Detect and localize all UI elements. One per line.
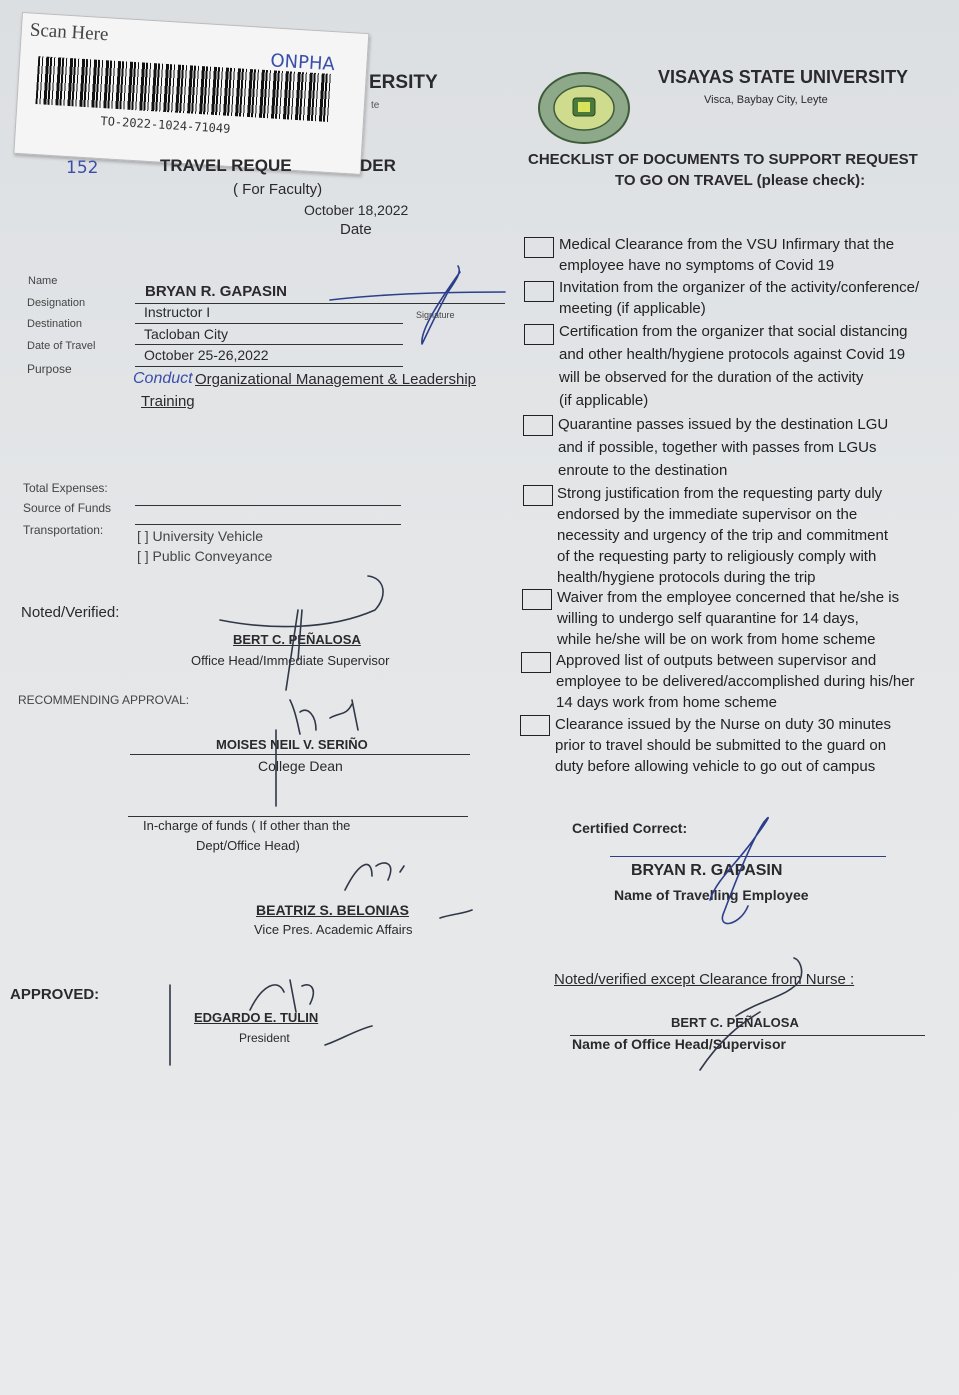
- handwritten-note: ONPHA: [269, 50, 336, 76]
- checklist-item-quarantine-passes: Quarantine passes issued by the destination LGU and if possible, together with passes from LGUs enroute to the destination: [558, 416, 889, 479]
- designation-value: Instructor I: [144, 304, 211, 320]
- checklist-item-invitation: Invitation from the organizer of the activity/conference/ meeting (if applicable): [559, 279, 920, 317]
- designation-label: Designation: [27, 297, 86, 309]
- signature-label: Signature: [416, 310, 455, 320]
- noted-verified-label: Noted/Verified:: [21, 604, 120, 621]
- university-partial: ERSITY: [369, 72, 438, 93]
- destination-label: Destination: [27, 318, 83, 330]
- checkbox-strong-justification[interactable]: [523, 485, 553, 506]
- total-expenses-underline: [135, 505, 401, 506]
- total-expenses-label: Total Expenses:: [23, 481, 108, 495]
- checklist-item-medical-clearance: Medical Clearance from the VSU Infirmary that the employee have no symptoms of Covid 19: [559, 236, 895, 274]
- request-date: October 18,2022: [304, 202, 409, 218]
- checklist-item-waiver: Waiver from the employee concerned that he/she is willing to undergo self quarantine for 14 days, while he/she will be on work from home scheme: [557, 589, 900, 648]
- barcode-sticker: [13, 12, 369, 175]
- university-address: Visca, Baybay City, Leyte: [704, 94, 828, 106]
- form-title-left: TRAVEL REQUE: [160, 156, 292, 175]
- transportation-label: Transportation:: [23, 523, 104, 537]
- address-partial: te: [371, 100, 380, 111]
- university-seal-icon: [536, 70, 632, 146]
- date-travel-underline: [135, 366, 403, 367]
- checkbox-approved-outputs[interactable]: [521, 652, 551, 673]
- destination-underline: [135, 344, 403, 345]
- funds-title-1: In-charge of funds ( If other than the: [143, 818, 351, 833]
- noted-name: BERT C. PEÑALOSA: [233, 632, 361, 647]
- checkbox-waiver[interactable]: [522, 589, 552, 610]
- purpose-value-1: Organizational Management & Leadership: [195, 371, 477, 388]
- recommending-approval-label: RECOMMENDING APPROVAL:: [18, 693, 190, 707]
- name-value: BRYAN R. GAPASIN: [145, 283, 287, 300]
- checkbox-invitation[interactable]: [524, 281, 554, 302]
- certified-correct-label: Certified Correct:: [572, 820, 688, 836]
- supervisor-name: BERT C. PEÑALOSA: [671, 1015, 799, 1030]
- checklist-title-1: CHECKLIST OF DOCUMENTS TO SUPPORT REQUEST: [528, 151, 918, 168]
- designation-underline: [135, 323, 403, 324]
- noted-except-label: Noted/verified except Clearance from Nurse :: [554, 971, 855, 988]
- checklist-item-approved-outputs: Approved list of outputs between supervisor and employee to be delivered/accomplished during his/her 14 days work from home scheme: [556, 652, 915, 711]
- approved-label: APPROVED:: [10, 986, 100, 1003]
- date-travel-label: Date of Travel: [27, 340, 96, 352]
- scan-here-label: Scan Here: [29, 19, 110, 46]
- checkbox-certification[interactable]: [524, 324, 554, 345]
- funds-title-2: Dept/Office Head): [196, 838, 300, 853]
- certified-signature-line: [610, 856, 886, 857]
- date-label: Date: [340, 221, 372, 238]
- checkbox-nurse-clearance[interactable]: [520, 715, 550, 736]
- checklist-item-certification: Certification from the organizer that social distancing and other health/hygiene protocols against Covid 19 will be observed for the duration of the activity (if applicable): [559, 323, 908, 409]
- form-title-right: DER: [360, 156, 396, 175]
- checklist-item-strong-justification: Strong justification from the requesting party duly endorsed by the immediate supervisor on the necessity and urgency of the trip and commitment of the requesting party to religiously comply with health/hygiene protocols during the trip: [557, 485, 888, 586]
- handwritten-number: 152: [66, 158, 99, 178]
- destination-value: Tacloban City: [144, 326, 229, 342]
- vp-title: Vice Pres. Academic Affairs: [254, 922, 413, 937]
- certified-title: Name of Travelling Employee: [614, 887, 809, 903]
- form-subtitle: ( For Faculty): [233, 181, 323, 198]
- transport-university-vehicle: [ ] University Vehicle: [137, 528, 264, 544]
- dean-underline: [130, 754, 470, 755]
- checklist-item-nurse-clearance: Clearance issued by the Nurse on duty 30 minutes prior to travel should be submitted to the guard on duty before allowing vehicle to go out of campus: [555, 716, 892, 775]
- transport-public-conveyance: [ ] Public Conveyance: [137, 548, 273, 564]
- checklist-title-2: TO GO ON TRAVEL (please check):: [615, 172, 866, 189]
- university-name: VISAYAS STATE UNIVERSITY: [658, 67, 909, 87]
- dean-signature: [276, 700, 358, 806]
- checkbox-medical-clearance[interactable]: [524, 237, 554, 258]
- checkbox-quarantine-passes[interactable]: [523, 415, 553, 436]
- source-funds-label: Source of Funds: [23, 501, 112, 515]
- tracking-code: TO-2022-1024-71049: [100, 114, 231, 136]
- president-name: EDGARDO E. TULIN: [194, 1010, 319, 1025]
- certified-name: BRYAN R. GAPASIN: [631, 862, 783, 879]
- purpose-handwritten: Conduct: [133, 370, 193, 387]
- supervisor-title: Name of Office Head/Supervisor: [572, 1036, 786, 1052]
- funds-underline: [128, 816, 468, 817]
- purpose-label: Purpose: [27, 362, 72, 376]
- vp-name: BEATRIZ S. BELONIAS: [256, 902, 409, 918]
- name-label: Name: [28, 275, 58, 287]
- noted-title: Office Head/Immediate Supervisor: [191, 653, 390, 668]
- source-funds-underline: [135, 524, 401, 525]
- purpose-value-2: Training: [141, 393, 195, 410]
- dean-name: MOISES NEIL V. SERIÑO: [216, 737, 368, 752]
- applicant-signature: [330, 266, 505, 344]
- date-travel-value: October 25-26,2022: [144, 347, 269, 363]
- dean-title: College Dean: [258, 758, 343, 774]
- president-title: President: [239, 1031, 290, 1045]
